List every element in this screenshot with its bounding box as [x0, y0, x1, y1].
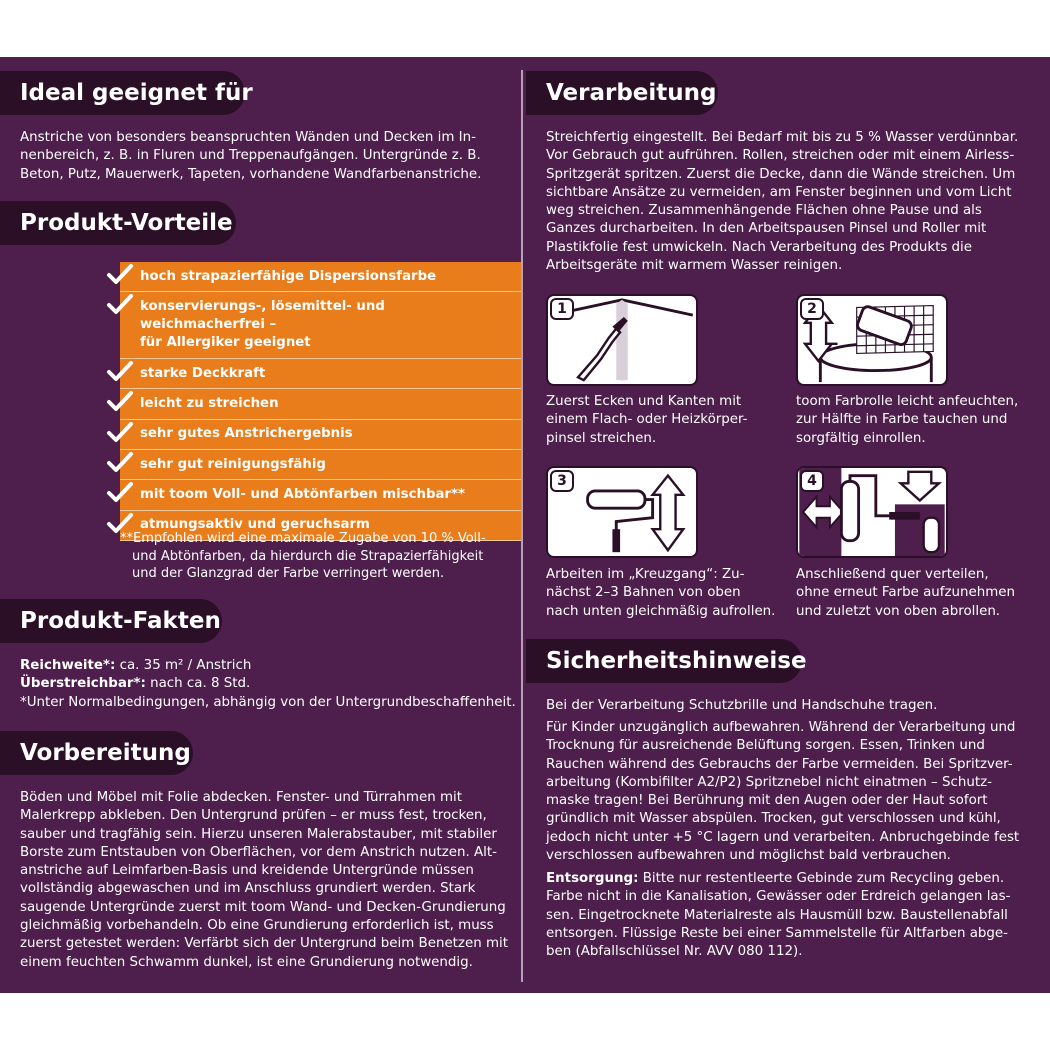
benefit-item	[120, 420, 521, 450]
section-title: Produkt-Fakten	[20, 608, 221, 634]
checkmark-icon	[106, 294, 134, 318]
section-title: Ideal geeignet für	[20, 80, 253, 106]
text-line: nächst 2–3 Bahnen von oben	[546, 585, 741, 601]
verarbeitung-text	[546, 129, 1018, 275]
text-line: sen. Eingetrocknete Materialreste als Hausmüll bzw. Baustellenabfall	[546, 907, 1008, 923]
benefit-text: leicht zu streichen	[140, 395, 279, 411]
text-line: Farbe nicht in die Kanalisation, Gewässer oder Erdreich gelangen las-	[546, 889, 1011, 905]
column-divider	[521, 70, 523, 982]
text-line: verschlossen aufbewahren und möglichst bald verbrauchen.	[546, 848, 951, 864]
ueberstreichbar-label: Überstreichbar*:	[20, 676, 146, 692]
text-line: Streichfertig eingestellt. Bei Bedarf mit bis zu 5 % Wasser verdünnbar.	[546, 130, 1019, 145]
benefit-text: für Allergiker geeignet	[140, 335, 311, 351]
step-1-illustration	[546, 294, 698, 386]
benefit-text: konservierungs-, lösemittel- und weichmacherfrei –	[140, 298, 385, 333]
step-2-illustration	[796, 294, 948, 386]
benefit-text: atmungsaktiv und geruchsarm	[140, 517, 370, 533]
ueberstreichbar-line	[20, 675, 516, 693]
benefit-item	[120, 359, 521, 389]
text-line: vollständig abgewaschen und im Anschluss grundiert werden. Stark	[20, 881, 476, 897]
text-line: Für Kinder unzugänglich aufbewahren. Während der Verarbeitung und	[546, 720, 1016, 735]
checkmark-icon	[106, 452, 134, 476]
reichweite-value: ca. 35 m² / Anstrich	[115, 658, 252, 673]
text-line: arbeitung (Kombifilter A2/P2) Spritznebel nicht einatmen – Schutz-	[546, 774, 992, 790]
reichweite-label: Reichweite*:	[20, 658, 116, 673]
section-heading-sicherheit	[526, 639, 807, 683]
text-line: sorgfältig einrollen.	[796, 430, 926, 446]
section-title: Produkt-Vorteile	[20, 210, 233, 236]
benefit-item	[120, 262, 521, 292]
benefit-item	[120, 450, 521, 480]
fakten-text	[20, 657, 516, 712]
benefit-item	[120, 480, 521, 510]
text-line: anstriche auf Leimfarben-Basis und kreidende Untergründe müssen	[20, 863, 474, 879]
section-title: Verarbeitung	[546, 80, 717, 106]
checkmark-icon	[106, 422, 134, 446]
checkmark-icon	[106, 391, 134, 415]
checkmark-icon	[106, 482, 134, 506]
text-line: Borste zum Entstauben von Oberflächen, vor dem Anstrich nutzen. Alt-	[20, 844, 497, 860]
text-line: Plastikfolie fest umwickeln. Nach Verarbeitung des Produkts die	[546, 239, 973, 255]
text-line: maske tragen! Bei Berührung mit den Augen oder der Haut sofort	[546, 793, 988, 809]
step-4-illustration	[796, 466, 948, 558]
step-3-illustration	[546, 466, 698, 558]
reichweite-line	[20, 657, 516, 675]
text-line: jedoch nicht unter +5 °C lagern und verarbeiten. Anbruchgebinde fest	[546, 829, 1020, 845]
text-line: toom Farbrolle leicht anfeuchten,	[796, 394, 1019, 409]
text-line: Arbeiten im „Kreuzgang“: Zu-	[546, 567, 745, 582]
section-heading-verarbeitung	[526, 71, 718, 115]
step-2-text	[796, 393, 1018, 448]
entsorgung-label: Entsorgung:	[546, 871, 639, 886]
text-line: Böden und Möbel mit Folie abdecken. Fenster- und Türrahmen mit	[20, 790, 462, 805]
section-title: Sicherheitshinweise	[546, 648, 807, 674]
section-heading-vorteile	[0, 201, 236, 245]
text-line: Zuerst Ecken und Kanten mit	[546, 394, 742, 409]
fakten-note: *Unter Normalbedingungen, abhängig von der Untergrundbeschaffenheit.	[20, 694, 516, 710]
benefit-text: sehr gutes Anstrichergebnis	[140, 426, 353, 442]
text-line: und zuletzt von oben abrollen.	[796, 603, 1001, 619]
text-line: Arbeitsgeräte mit warmem Wasser reinigen.	[546, 258, 843, 274]
text-line: ben (Abfallschlüssel Nr. AVV 080 112).	[546, 944, 803, 960]
step-number: 1	[550, 298, 574, 320]
benefit-text: starke Deckkraft	[140, 365, 266, 381]
text-line: Malerkrepp abkleben. Den Untergrund prüfen – er muss fest, trocken,	[20, 808, 487, 824]
text-line: Bei der Verarbeitung Schutzbrille und Handschuhe tragen.	[546, 698, 938, 713]
text-line: weg streichen. Zusammenhängende Flächen ohne Pause und als	[546, 203, 982, 219]
text-line: nach unten gleichmäßig aufrollen.	[546, 603, 776, 619]
benefit-text: sehr gut reinigungsfähig	[140, 456, 326, 472]
step-number: 4	[800, 470, 824, 492]
section-heading-ideal	[0, 71, 253, 115]
section-heading-fakten	[0, 599, 222, 643]
text-line: entsorgen. Flüssige Reste bei einer Sammelstelle für Altfarben abge-	[546, 925, 1008, 941]
text-line: saugende Untergründe zuerst mit toom Wand- und Decken-Grundierung	[20, 899, 506, 915]
checkmark-icon	[106, 361, 134, 385]
text-line: gleichmäßig vorbehandeln. Ob eine Grundierung erforderlich ist, muss	[20, 918, 494, 934]
entsorgung-value: Bitte nur restentleerte Gebinde zum Recycling geben.	[638, 871, 1005, 886]
benefit-item	[120, 292, 521, 359]
step-number: 3	[550, 470, 574, 492]
sicherheit-line1	[546, 697, 937, 715]
entsorgung-first-line	[546, 870, 1010, 888]
step-4-text	[796, 566, 1015, 621]
section-heading-vorbereitung	[0, 731, 193, 775]
ideal-text	[20, 129, 481, 184]
benefit-text: mit toom Voll- und Abtönfarben mischbar**	[140, 486, 465, 502]
benefit-item	[120, 389, 521, 419]
text-line: Ganzes durcharbeiten. In den Arbeitspausen Pinsel und Roller mit	[546, 221, 987, 237]
text-line: pinsel streichen.	[546, 430, 657, 446]
text-line: Vor Gebrauch gut aufrühren. Rollen, streichen oder mit einem Airless-	[546, 148, 1015, 164]
benefit-footnote	[120, 530, 486, 583]
text-line: einem feuchten Schwamm dunkel, ist eine Grundierung notwendig.	[20, 954, 473, 970]
text-line: gründlich mit Wasser abspülen. Trocken, gut verschlossen und kühl,	[546, 811, 1001, 827]
text-line: zur Hälfte in Farbe tauchen und	[796, 412, 1008, 428]
text-line: Anstriche von besonders beanspruchten Wänden und Decken im In-	[20, 130, 476, 145]
text-line: Trocknung für ausreichende Belüftung sorgen. Essen, Trinken und	[546, 738, 985, 754]
step-number: 2	[800, 298, 824, 320]
text-line: **Empfohlen wird eine maximale Zugabe von 10 % Voll-	[120, 531, 486, 546]
ueberstreichbar-value: nach ca. 8 Std.	[145, 676, 251, 692]
checkmark-icon	[106, 264, 134, 288]
text-line: nenbereich, z. B. in Fluren und Treppenaufgängen. Untergründe z. B.	[20, 148, 481, 164]
text-line: und der Glanzgrad der Farbe verringert werden.	[132, 566, 445, 581]
sicherheit-text	[546, 719, 1019, 865]
vorbereitung-text	[20, 789, 508, 972]
section-title: Vorbereitung	[20, 740, 191, 766]
benefit-list	[120, 262, 521, 541]
entsorgung-text	[546, 870, 1010, 961]
benefit-text: hoch strapazierfähige Dispersionsfarbe	[140, 268, 437, 284]
text-line: ohne erneut Farbe aufzunehmen	[796, 585, 1015, 601]
text-line: einem Flach- oder Heizkörper-	[546, 412, 748, 428]
text-line: sauber und tragfähig sein. Hierzu unseren Malerabstauber, mit stabiler	[20, 826, 497, 842]
step-3-text	[546, 566, 775, 621]
text-line: sichtbare Ansätze zu vermeiden, am Fenster beginnen und vom Licht	[546, 184, 1012, 200]
text-line: zuerst getestet werden: Verfärbt sich der Untergrund beim Benetzen mit	[20, 936, 508, 952]
text-line: Spritzgerät spritzen. Zuerst die Decke, dann die Wände streichen. Um	[546, 166, 1016, 182]
step-1-text	[546, 393, 748, 448]
text-line: Anschließend quer verteilen,	[796, 567, 989, 582]
text-line: Rauchen während des Gebrauchs der Farbe vermeiden. Bei Spritzver-	[546, 756, 1013, 772]
text-line: Beton, Putz, Mauerwerk, Tapeten, vorhandene Wandfarbenanstriche.	[20, 166, 482, 182]
text-line: und Abtönfarben, da hierdurch die Strapazierfähigkeit	[132, 548, 484, 564]
